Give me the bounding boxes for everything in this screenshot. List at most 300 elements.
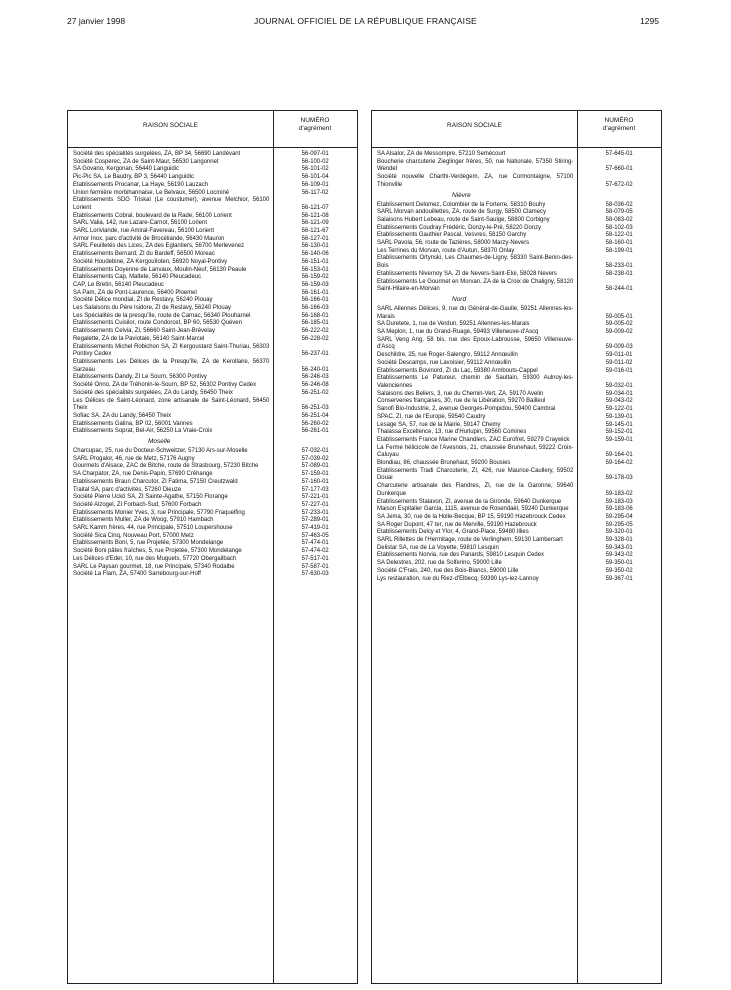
- company-name: Etablissements Cap, Maltete, 56140 Pleucadeuc: [73, 274, 202, 281]
- table-row: [68, 267, 357, 275]
- company-name: Etablissements Delcy et Ylor, 4, Grand-Place, 59480 Illies: [377, 529, 529, 536]
- approval-number: 56-097-01: [301, 151, 329, 157]
- company-name: SA Charpator, ZA, rue Denis-Papin, 57690 Créhange: [73, 471, 213, 478]
- table-row: [372, 391, 661, 399]
- company-name: SA Duretete, 1, rue de Verdun, 59251 Allennes-les-Marais: [377, 321, 530, 328]
- approval-number: 59-328-01: [605, 537, 633, 544]
- header-numero: [577, 117, 661, 133]
- table-row: [372, 568, 661, 576]
- approval-number: 56-153-01: [301, 266, 329, 273]
- company-name: Société des spécialités surgelées, ZA, BP 34, 56690 Landévant: [73, 151, 241, 157]
- approval-number: 56-121-09: [301, 220, 329, 227]
- approval-number: 56-121-07: [301, 204, 329, 211]
- approval-number: 59-183-06: [605, 506, 633, 513]
- approval-number: 59-367-01: [605, 575, 633, 582]
- table-row: [68, 282, 357, 290]
- company-name: Etablissements Cuisilor, route Condorcet, BP 60, 56530 Quéven: [73, 320, 242, 327]
- company-name: Sanofi Bio-Industrie, 2, avenue Georges-Pompidou, 59400 Cambrai: [377, 406, 556, 413]
- approval-number: 57-032-01: [301, 448, 329, 455]
- page-number: 1295: [640, 16, 659, 26]
- company-name: Etablissements Norvia, rue des Panards, 59810 Lesquin Cedex: [377, 552, 545, 559]
- company-name: Regalette, ZA de la Paviotaie, 56140 Saint-Marcel: [73, 335, 205, 342]
- table-row: [372, 375, 661, 390]
- approval-number: 59-032-01: [605, 382, 633, 389]
- table-row: [372, 429, 661, 437]
- section-heading: Nièvre: [452, 191, 471, 199]
- company-name: SARL Veng Ang, 58 bis, rue des Epoux-Labrousse, 59650 Villeneuve-d'Ascq: [377, 336, 574, 351]
- right-table: [371, 110, 662, 984]
- company-name: CAP, Le Bretin, 56140 Pleucadeuc: [73, 281, 164, 288]
- table-row: [68, 525, 357, 533]
- table-row: [68, 556, 357, 564]
- approval-number: 56-159-03: [301, 281, 329, 288]
- table-row: [68, 564, 357, 572]
- company-name: Société Boni pâtes fraîches, 5, rue Projetée, 57300 Mondelange: [73, 548, 242, 555]
- table-row: [372, 445, 661, 460]
- approval-number: 57-089-01: [301, 463, 329, 470]
- approval-number: 59-005-02: [605, 321, 633, 328]
- table-row: [372, 306, 661, 321]
- header-numero-line1: NUMÉRO: [604, 117, 634, 124]
- approval-number: 59-011-01: [605, 352, 633, 359]
- company-name: SARL Kamm frères, 44, rue Principale, 57510 Loupershouse: [73, 525, 233, 532]
- company-name: Blondiau, 86, chaussée Brunehaut, 59200 Bousies: [377, 460, 511, 467]
- company-name: Société nouvelle Charthi-Verdegem, ZA, rue Cormontaigne, 57100 Thionville: [377, 174, 574, 188]
- company-name: SARL Allennes Délices, 9, rue du Général-de-Gaulle, 59251 Allennes-les-Marais: [377, 305, 574, 320]
- company-name: Société Onno, ZA de Tréhonin-le-Sourn, BP 52, 56302 Pontivy Cedex: [73, 382, 257, 389]
- table-row: [68, 463, 357, 471]
- table-row: [68, 382, 357, 390]
- header-numero-line2: d'agrément: [602, 125, 636, 132]
- table-row: [68, 502, 357, 510]
- approval-number: 57-221-01: [301, 494, 329, 501]
- table-row: [68, 479, 357, 487]
- company-name: Etablissements Doyenne de Lanvaux, Moulin-Neuf, 56130 Peaule: [73, 266, 247, 273]
- approval-number: 59-295-05: [605, 521, 633, 528]
- company-name: Etablissements Gauthier Pascal, Vesvres, 58150 Garchy: [377, 232, 527, 239]
- approval-number: 56-251-04: [301, 412, 329, 419]
- company-name: Deschildre, 25, rue Roger-Salengro, 59112 Annœullin: [377, 352, 518, 359]
- company-name: Société C'Frais, 240, rue des Bois-Blancs, 59000 Lille: [377, 567, 519, 574]
- company-name: Société Délice mondial, ZI de Restavy, 56240 Plouay: [73, 297, 213, 304]
- approval-number: 59-009-02: [605, 329, 633, 336]
- table-row: [68, 166, 357, 174]
- table-row: [68, 259, 357, 267]
- approval-number: 59-183-02: [605, 490, 633, 497]
- table-row: [68, 290, 357, 298]
- table-row: [68, 448, 357, 456]
- company-name: Union fermière morbihannaise, Le Belvaux, 56500 Locminé: [73, 189, 230, 196]
- table-row: [372, 529, 661, 537]
- left-rows: [68, 151, 357, 579]
- company-name: Lesage SA, 57, rue de la Mairie, 59147 Chemy: [377, 421, 501, 428]
- header-raison-sociale: RAISON SOCIALE: [143, 122, 198, 129]
- company-name: Etablissements Nivernoy SA, ZI de Nevers-Saint-Eloi, 58028 Nevers: [377, 270, 557, 277]
- table-row: [68, 274, 357, 282]
- approval-number: 58-160-01: [605, 240, 633, 247]
- table-row: [372, 560, 661, 568]
- approval-number: 57-672-02: [605, 181, 633, 188]
- table-row: [372, 232, 661, 240]
- company-name: SA Delestres, 202, rue de Solferino, 59000 Lille: [377, 560, 502, 567]
- table-row: [372, 537, 661, 545]
- table-row: [68, 540, 357, 548]
- company-name: Gourmets d'Alsace, ZAC de Bitche, route de Strasbourg, 57230 Bitche: [73, 463, 259, 470]
- company-name: SARL Feuilletés des Lices, ZA des Eglantiers, 56700 Merlevenez: [73, 243, 245, 250]
- approval-number: 57-517-01: [301, 555, 329, 562]
- approval-number: 56-127-01: [301, 235, 329, 242]
- company-name: Charcuterie artisanale des Flandres, ZI, rue de la Garonne, 59640 Dunkerque: [377, 483, 574, 497]
- table-row: [68, 174, 357, 182]
- table-row: [372, 329, 661, 337]
- table-row: [372, 460, 661, 468]
- table-row: [372, 368, 661, 376]
- table-row: [68, 213, 357, 221]
- company-name: SARL Morvan andouillettes, ZA, route de Surgy, 58500 Clamecy: [377, 209, 546, 216]
- company-name: Les Salaisons du Père Isidore, ZI de Restavy, 56240 Plouay: [73, 305, 231, 312]
- company-name: SA Govano, Kergonan, 56440 Languidic: [73, 166, 179, 173]
- approval-number: 56-222-02: [301, 328, 329, 335]
- table-row: [372, 151, 661, 159]
- table-row: [372, 321, 661, 329]
- table-row: [372, 398, 661, 406]
- company-name: Etablissements Monier Yves, 3, rue Principale, 57790 Fraquelfing: [73, 509, 245, 516]
- company-name: Etablissements Coudray Frédéric, Donzy-le-Pré, 58220 Donzy: [377, 224, 542, 231]
- table-row: [68, 456, 357, 464]
- approval-number: 59-152-01: [605, 429, 633, 436]
- company-name: Etablissements Les Délices de la Presqu'île, ZA de Kerollaire, 56370 Sarzeau: [73, 358, 270, 373]
- journal-title: JOURNAL OFFICIEL DE LA RÉPUBLIQUE FRANÇAISE: [254, 16, 477, 26]
- company-name: Les Délices de Saint-Léonard, zone artisanale de Saint-Léonard, 56450 Theix: [73, 397, 270, 412]
- table-row: [68, 359, 357, 374]
- company-name: SA Meplon, 1, rue du Grand-Ruage, 59493 Villeneuve-d'Ascq: [377, 329, 539, 336]
- table-row: [68, 320, 357, 328]
- table-row: [372, 576, 661, 584]
- approval-number: 59-320-01: [605, 529, 633, 536]
- approval-number: 57-159-01: [301, 471, 329, 478]
- table-row: [372, 225, 661, 233]
- approval-number: 57-227-01: [301, 501, 329, 508]
- company-name: Etablissements SDG Triskal (Le coustumer), avenue Melchior, 56100 Lorient: [73, 197, 270, 211]
- approval-number: 56-130-01: [301, 243, 329, 250]
- company-name: Delistar SA, rue de La Voyette, 59810 Lesquin: [377, 544, 499, 551]
- table-row: [68, 228, 357, 236]
- table-row: [68, 510, 357, 518]
- table-row: [68, 487, 357, 495]
- table-row: [68, 151, 357, 159]
- table-row: [68, 251, 357, 259]
- company-name: Etablissements Braun Charcutor, ZI Fatima, 57150 Creutzwald: [73, 478, 238, 485]
- approval-number: 59-034-01: [605, 390, 633, 397]
- approval-number: 58-199-01: [605, 247, 633, 254]
- table-row: [68, 243, 357, 251]
- company-name: SARL Rillettes de l'Hermitage, route de Verlinghem, 59130 Lambersart: [377, 537, 563, 544]
- approval-number: 57-630-03: [301, 571, 329, 578]
- section-heading: Nord: [452, 295, 467, 303]
- approval-number: 56-166-03: [301, 305, 329, 312]
- company-name: Société des spécialités surgelées, ZA du Landy, 56450 Theix: [73, 389, 233, 396]
- company-name: Charcupac, 25, rue du Docteur-Schweitzer, 57130 Ars-sur-Moselle: [73, 448, 248, 455]
- table-row: [372, 545, 661, 553]
- table-row: [372, 522, 661, 530]
- company-name: Etablissements Dandy, ZI Le Sourn, 56300 Pontivy: [73, 374, 207, 381]
- company-name: Etablissements Bovinord, ZI du Lac, 59380 Armbouts-Cappel: [377, 367, 538, 374]
- table-row: [372, 414, 661, 422]
- approval-number: 56-237-01: [301, 351, 329, 358]
- company-name: Etablissement Delomez, Colombier de la Forterre, 58310 Bouhy: [377, 201, 546, 208]
- approval-number: 56-109-01: [301, 181, 329, 188]
- table-row: [68, 471, 357, 479]
- company-name: Etablissements Ortynski, Les Chaumes-de-Ligny, 58330 Saint-Benin-des-Bois: [377, 255, 574, 270]
- table-row: [372, 279, 661, 294]
- company-name: Société Cosperec, ZA de Saint-Maur, 56530 Langonnet: [73, 158, 219, 165]
- table-row: [372, 217, 661, 225]
- table-row: [68, 533, 357, 541]
- approval-number: 57-474-01: [301, 540, 329, 547]
- approval-number: 56-100-02: [301, 158, 329, 165]
- approval-number: 59-350-01: [605, 560, 633, 567]
- header-numero-line2: d'agrément: [298, 125, 332, 132]
- approval-number: 58-122-01: [605, 232, 633, 239]
- company-name: Etablissements Muller, ZA de Woog, 57910 Hambach: [73, 517, 214, 524]
- company-name: Etablissements Stalavon, ZI, avenue de la Gironde, 59640 Dunkerque: [377, 498, 562, 505]
- table-row: [68, 548, 357, 556]
- company-name: Armor Inox, parc d'activité de Brocéliande, 56430 Mauron: [73, 235, 225, 242]
- company-name: SARL Le Paysan gourmet, 18, rue Principale, 57340 Rodalbe: [73, 563, 235, 570]
- table-row: [372, 406, 661, 414]
- company-name: Traital SA, parc d'activités, 57260 Dieuze: [73, 486, 182, 493]
- approval-number: 59-178-03: [605, 475, 633, 482]
- approval-number: 57-587-01: [301, 563, 329, 570]
- approval-number: 57-177-03: [301, 486, 329, 493]
- approval-number: 56-251-02: [301, 389, 329, 396]
- company-name: Salaisons Hubert Lebeau, route de Saint-Saulge, 58800 Corbigny: [377, 216, 550, 223]
- approval-number: 57-463-05: [301, 532, 329, 539]
- table-row: [68, 344, 357, 359]
- approval-number: 57-233-01: [301, 509, 329, 516]
- company-name: Les Terrines du Morvan, route d'Autun, 58370 Onlay: [377, 247, 515, 254]
- table-row: [68, 236, 357, 244]
- table-row: [68, 517, 357, 525]
- issue-date: 27 janvier 1998: [67, 16, 126, 26]
- company-name: Etablissements Procanar, La Haye, 56190 Lauzach: [73, 181, 208, 188]
- table-row: [372, 248, 661, 256]
- company-name: Les Délices d'Eder, 10, rue des Muguets, 57720 Obergailbach: [73, 555, 237, 562]
- approval-number: 59-295-04: [605, 513, 633, 520]
- approval-number: 58-233-01: [605, 263, 633, 270]
- table-row: [372, 506, 661, 514]
- company-name: Thalassa Excellence, 13, rue d'Hurlupin, 59560 Comines: [377, 429, 527, 436]
- table-row: [372, 352, 661, 360]
- table-row: [68, 336, 357, 344]
- company-name: Etablissements Tradi Charcuterie, ZI, 426, rue Maurice-Caullery, 59502 Douai: [377, 467, 574, 482]
- company-name: Les Spécialités de la presqu'île, route de Carnac, 56340 Plouharnel: [73, 312, 251, 319]
- approval-number: 56-251-03: [301, 405, 329, 412]
- company-name: SPAC, ZI, rue de l'Europe, 59540 Caudry: [377, 413, 486, 420]
- table-row: [372, 499, 661, 507]
- company-name: Etablissements Galina, BP 02, 56001 Vannes: [73, 420, 193, 427]
- approval-number: 57-419-01: [301, 525, 329, 532]
- table-row: [372, 174, 661, 189]
- table-row: [68, 374, 357, 382]
- company-name: SARL Progalor, 46, rue de Metz, 57176 Augny: [73, 455, 195, 462]
- approval-number: 56-260-02: [301, 420, 329, 427]
- company-name: SA Pam, ZA de Pont-Laurence, 56400 Ploemel: [73, 289, 197, 296]
- company-name: Société Sica Cinq, Nouveau Port, 57000 Metz: [73, 532, 194, 539]
- right-rows: [372, 151, 661, 583]
- approval-number: 56-246-03: [301, 374, 329, 381]
- approval-number: 56-101-02: [301, 166, 329, 173]
- approval-number: 57-160-01: [301, 478, 329, 485]
- table-row: [372, 337, 661, 352]
- company-name: SA Jema, 30, rue de la Holle-Becque, BP 15, 59190 Hazebrouck Cedex: [377, 513, 566, 520]
- company-name: SA Roger Dupont, 47 ter, rue de Merville, 59190 Hazebrouck: [377, 521, 537, 528]
- table-row: [68, 398, 357, 413]
- approval-number: 59-016-01: [605, 367, 633, 374]
- table-row: [68, 220, 357, 228]
- approval-number: 58-238-01: [605, 270, 633, 277]
- table-row: [68, 197, 357, 212]
- table-row: [68, 159, 357, 167]
- table-row: [68, 413, 357, 421]
- company-name: La Ferme hélicicole de l'Avesnois, 21, chaussée Brunehaut, 59222 Croix-Caluyau: [377, 444, 574, 459]
- approval-number: 56-101-04: [301, 174, 329, 181]
- table-row: [372, 159, 661, 174]
- company-name: Etablissements Le Gourmet en Morvan, ZA de la Croix de Chaligny, 58120 Saint-Hilaire-en-Morvan: [377, 278, 574, 293]
- approval-number: 56-261-01: [301, 428, 329, 435]
- table-row: [68, 182, 357, 190]
- table-row: [372, 483, 661, 498]
- approval-number: 56-151-01: [301, 258, 329, 265]
- company-name: Conserveries françaises, 30, rue de la Libération, 59270 Bailleul: [377, 398, 546, 405]
- table-row: [68, 297, 357, 305]
- approval-number: 56-121-08: [301, 212, 329, 219]
- table-row: [68, 305, 357, 313]
- left-table: [67, 110, 358, 984]
- company-name: Sofiac SA, ZA du Landy, 56450 Theix: [73, 412, 172, 419]
- company-name: Etablissements Soprat, Bel-Air, 56250 La Vraie-Croix: [73, 428, 213, 435]
- company-name: Lys restauration, rue du Riez-d'Elbecq, 59390 Lys-lez-Lannoy: [377, 575, 539, 582]
- company-name: Société Descamps, rue Lavoisier, 59112 Annœullin: [377, 359, 511, 366]
- approval-number: 59-145-01: [605, 421, 633, 428]
- company-name: Société Pierre Uckö SA, ZI Sainte-Agathe, 57150 Florange: [73, 494, 228, 501]
- table-row: [372, 552, 661, 560]
- approval-number: 56-166-01: [301, 297, 329, 304]
- header-raison-sociale: RAISON SOCIALE: [447, 122, 502, 129]
- table-header: [372, 111, 661, 148]
- company-name: Maison Espitalier Garcia, 1115, avenue de Rosendaël, 59240 Dunkerque: [377, 506, 569, 513]
- company-name: SARL Pavola, 56, route de Tazières, 58000 Marzy-Nevers: [377, 240, 530, 247]
- approval-number: 57-474-02: [301, 548, 329, 555]
- company-name: SA Alsalor, ZA de Messompre, 57210 Semécourt: [377, 151, 506, 157]
- company-name: SARL Valia, 142, rue Lazare-Carnot, 56100 Lorient: [73, 220, 208, 227]
- table-row: [372, 209, 661, 217]
- approval-number: 59-011-02: [605, 359, 633, 366]
- company-name: Société La Flam, ZA, 57400 Sarrebourg-sur-Hoff: [73, 571, 201, 578]
- approval-number: 56-159-02: [301, 274, 329, 281]
- company-name: Salaisons des Beliers, 3, rue du Chemin-Vert, ZA, 59170 Avelin: [377, 390, 544, 397]
- header-numero: [273, 117, 357, 133]
- table-row: [68, 494, 357, 502]
- company-name: Société Alzogel, ZI Forbach-Sud, 57600 Forbach: [73, 501, 202, 508]
- table-row: [68, 421, 357, 429]
- table-row: [372, 240, 661, 248]
- approval-number: 57-289-01: [301, 517, 329, 524]
- approval-number: 56-185-01: [301, 320, 329, 327]
- approval-number: 58-036-02: [605, 201, 633, 208]
- approval-number: 59-159-01: [605, 436, 633, 443]
- approval-number: 59-343-02: [605, 552, 633, 559]
- approval-number: 59-343-01: [605, 544, 633, 551]
- approval-number: 58-102-03: [605, 224, 633, 231]
- approval-number: 59-043-02: [605, 398, 633, 405]
- approval-number: 59-164-02: [605, 460, 633, 467]
- company-name: Etablissements Michel Robichon SA, ZI Kergoustard Saint-Thuriau, 56303 Pontivy Cedex: [73, 343, 270, 358]
- approval-number: 58-083-02: [605, 216, 633, 223]
- approval-number: 59-183-03: [605, 498, 633, 505]
- company-name: Etablissements Boni, 5, rue Projetée, 57300 Mondelange: [73, 540, 224, 547]
- table-row: [372, 468, 661, 483]
- table-row: [372, 360, 661, 368]
- company-name: Etablissements Celvia, ZI, 56660 Saint-Jean-Brévelay: [73, 328, 215, 335]
- table-row: [68, 313, 357, 321]
- approval-number: 59-009-03: [605, 344, 633, 351]
- approval-number: 56-117-02: [301, 189, 329, 196]
- approval-number: 56-246-08: [301, 382, 329, 389]
- approval-number: 56-140-06: [301, 251, 329, 258]
- section-heading: Moselle: [148, 438, 171, 446]
- approval-number: 59-350-02: [605, 567, 633, 574]
- header-numero-line1: NUMÉRO: [300, 117, 330, 124]
- table-row: [372, 202, 661, 210]
- approval-number: 59-005-01: [605, 313, 633, 320]
- company-name: Etablissements France Marine Chandlers, ZAC Eurofret, 59279 Craywick: [377, 436, 570, 443]
- table-row: [68, 428, 357, 436]
- approval-number: 59-122-01: [605, 406, 633, 413]
- company-name: SARL Loriviande, rue Amiral-Favereau, 56100 Lorient: [73, 228, 215, 235]
- table-row: [68, 390, 357, 398]
- company-name: Boucherie charcuterie Zieglinger frères, 50, rue Nationale, 57350 Stiring-Wendel: [377, 158, 574, 173]
- company-name: Etablissements Le Patureur, chemin de Saultain, 59300 Aulnoy-les-Valenciennes: [377, 375, 574, 389]
- approval-number: 57-039-02: [301, 455, 329, 462]
- company-name: Etablissements Bernard, ZI du Bardeff, 56500 Moreac: [73, 251, 215, 258]
- table-row: [372, 422, 661, 430]
- approval-number: 56-161-01: [301, 289, 329, 296]
- approval-number: 59-164-01: [605, 452, 633, 459]
- approval-number: 57-660-01: [605, 166, 633, 173]
- approval-number: 59-139-01: [605, 413, 633, 420]
- approval-number: 56-121-67: [301, 228, 329, 235]
- approval-number: 58-079-05: [605, 209, 633, 216]
- approval-number: 58-244-01: [605, 286, 633, 293]
- table-row: [372, 437, 661, 445]
- table-row: [68, 328, 357, 336]
- table-row: [68, 571, 357, 579]
- approval-number: 56-240-01: [301, 366, 329, 373]
- company-name: Pic-Pic SA, Le Baudry, BP 3, 56440 Languidic: [73, 174, 194, 181]
- company-name: Société Houdebine, ZA Kergouïloten, 56920 Noyal-Pontivy: [73, 258, 228, 265]
- approval-number: 57-645-01: [605, 151, 633, 157]
- company-name: Etablissements Cobral, boulevard de la Rade, 56100 Lorient: [73, 212, 232, 219]
- table-row: [372, 255, 661, 270]
- approval-number: 56-228-02: [301, 335, 329, 342]
- table-row: [68, 190, 357, 198]
- page-header: [0, 16, 731, 30]
- table-header: [68, 111, 357, 148]
- table-row: [372, 271, 661, 279]
- approval-number: 56-168-01: [301, 312, 329, 319]
- table-row: [372, 514, 661, 522]
